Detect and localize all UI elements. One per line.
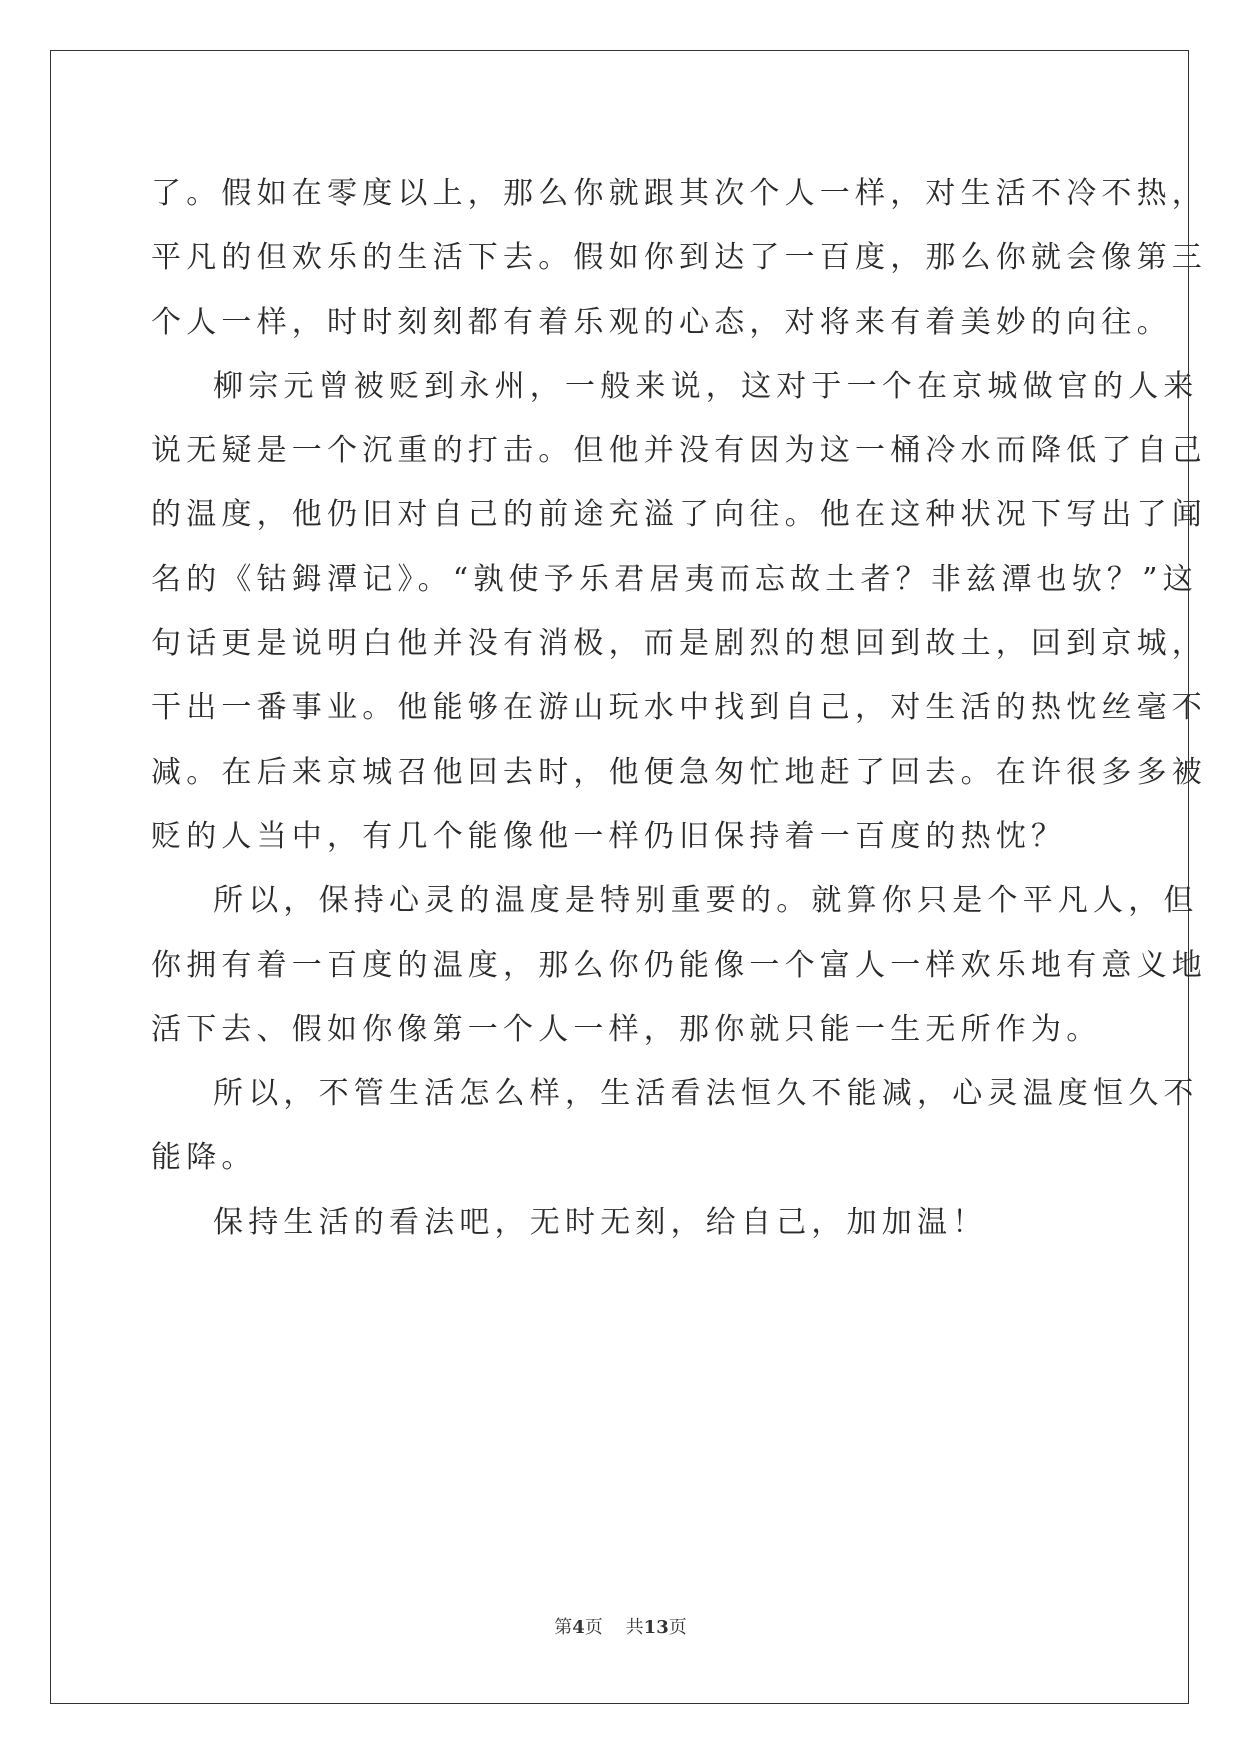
text-line: 平凡的但欢乐的生活下去。假如你到达了一百度，那么你就会像第三 [151, 240, 1207, 276]
text-line: 句话更是说明白他并没有消极，而是剧烈的想回到故土，回到京城， [151, 626, 1207, 662]
total-page-count: 13 [643, 1617, 669, 1638]
footer-prefix: 第 [554, 1617, 573, 1638]
document-body [151, 162, 1207, 1255]
footer-mid: 页 共 [584, 1617, 644, 1638]
text-line: 贬的人当中，有几个能像他一样仍旧保持着一百度的热忱？ [151, 818, 1067, 854]
paragraph-start-line: 所以，不管生活怎么样，生活看法恒久不能减，心灵温度恒久不 [213, 1076, 1199, 1112]
page-footer [0, 1617, 1241, 1639]
paragraph-start-line: 保持生活的看法吧，无时无刻，给自己，加加温！ [213, 1204, 988, 1240]
text-line: 能降。 [151, 1140, 257, 1176]
text-line: 名的《钴鉧潭记》。“孰使予乐君居夷而忘故土者？非兹潭也欤？”这 [151, 561, 1198, 597]
text-line: 了。假如在零度以上，那么你就跟其次个人一样，对生活不冷不热， [151, 176, 1207, 211]
footer-suffix: 页 [668, 1617, 687, 1638]
text-line: 干出一番事业。他能够在游山玩水中找到自己，对生活的热忱丝毫不 [151, 690, 1207, 726]
text-line: 你拥有着一百度的温度，那么你仍能像一个富人一样欢乐地有意义地 [151, 947, 1207, 983]
text-line: 减。在后来京城召他回去时，他便急匆忙地赶了回去。在许很多多被 [151, 754, 1207, 790]
paragraph-start-line: 柳宗元曾被贬到永州，一般来说，这对于一个在京城做官的人来 [213, 368, 1199, 404]
paragraph-start-line: 所以，保持心灵的温度是特别重要的。就算你只是个平凡人，但 [213, 883, 1199, 919]
text-line: 活下去、假如你像第一个人一样，那你就只能一生无所作为。 [151, 1011, 1102, 1047]
text-line: 说无疑是一个沉重的打击。但他并没有因为这一桶冷水而降低了自己 [151, 433, 1207, 469]
text-line: 的温度，他仍旧对自己的前途充溢了向往。他在这种状况下写出了闻 [151, 497, 1207, 533]
current-page-number: 4 [572, 1617, 585, 1638]
text-line: 个人一样，时时刻刻都有着乐观的心态，对将来有着美妙的向往。 [151, 304, 1172, 340]
